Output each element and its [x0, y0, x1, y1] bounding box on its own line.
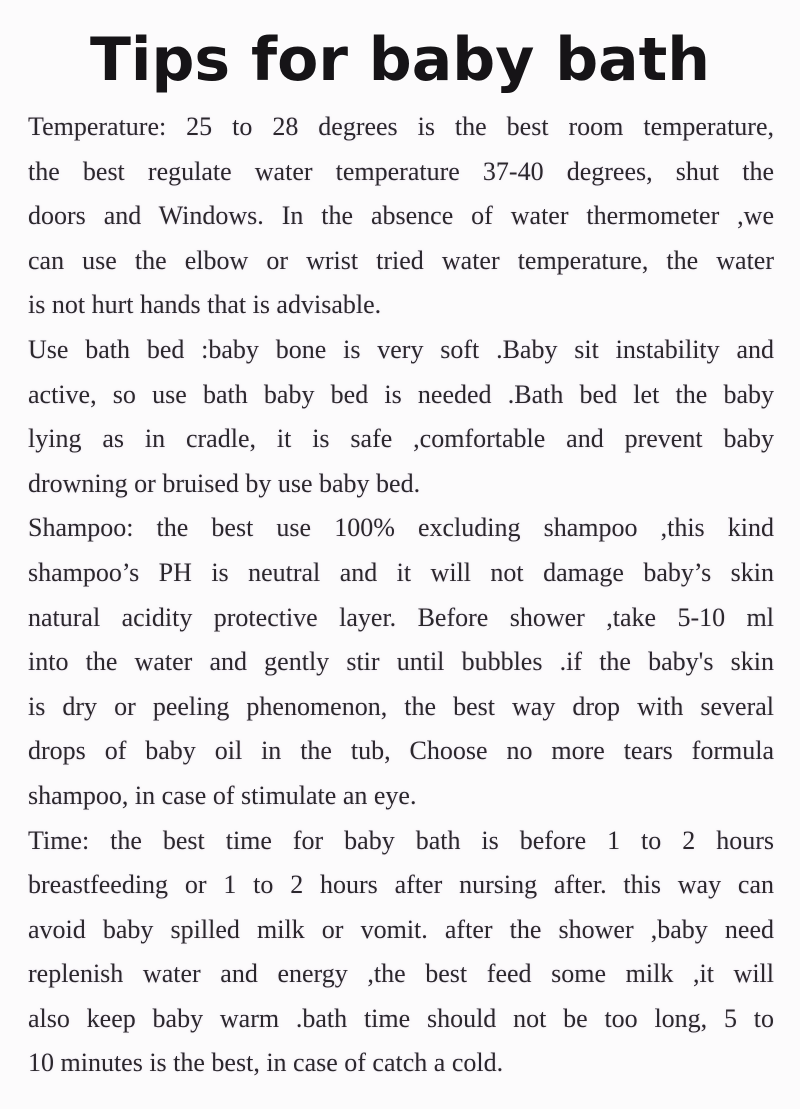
- text-line: also keep baby warm .bath time should not be too long, 5 to: [28, 1003, 774, 1033]
- text-line: breastfeeding or 1 to 2 hours after nursing after. this way can: [28, 870, 774, 900]
- text-line: is not hurt hands that is advisable.: [28, 290, 382, 320]
- text-line: shampoo’s PH is neutral and it will not damage baby’s skin: [28, 557, 774, 587]
- text-line: can use the elbow or wrist tried water temperature, the water: [28, 245, 774, 275]
- text-line: drops of baby oil in the tub, Choose no more tears formula: [28, 736, 774, 766]
- page-title: Tips for baby bath: [89, 25, 711, 95]
- text-line: Temperature: 25 to 28 degrees is the best room temperature,: [28, 112, 774, 141]
- text-line: 10 minutes is the best, in case of catch a cold.: [28, 1048, 504, 1078]
- paragraph-temperature: [28, 105, 774, 328]
- text-line: is dry or peeling phenomenon, the best way drop with several: [28, 691, 774, 721]
- text-line: active, so use bath baby bed is needed .Bath bed let the baby: [28, 379, 774, 409]
- text-line: natural acidity protective layer. Before shower ,take 5-10 ml: [28, 602, 774, 632]
- text-line: drowning or bruised by use baby bed.: [28, 468, 421, 498]
- text-line: avoid baby spilled milk or vomit. after the shower ,baby need: [28, 914, 774, 944]
- paragraph-bath-bed: [28, 328, 774, 506]
- text-line: shampoo, in case of stimulate an eye.: [28, 780, 417, 810]
- paragraph-time: [28, 819, 774, 1087]
- text-line: doors and Windows. In the absence of water thermometer ,we: [28, 201, 774, 231]
- text-line: Shampoo: the best use 100% excluding shampoo ,this kind: [28, 513, 774, 543]
- text-line: into the water and gently stir until bubbles .if the baby's skin: [28, 647, 774, 677]
- text-line: the best regulate water temperature 37-40 degrees, shut the: [28, 156, 774, 186]
- text-line: Time: the best time for baby bath is before 1 to 2 hours: [28, 825, 774, 855]
- text-line: replenish water and energy ,the best feed some milk ,it will: [28, 959, 774, 989]
- text-line: Use bath bed :baby bone is very soft .Baby sit instability and: [28, 334, 774, 364]
- article-body: [0, 95, 800, 1086]
- text-line: lying as in cradle, it is safe ,comfortable and prevent baby: [28, 424, 774, 454]
- paragraph-shampoo: [28, 506, 774, 818]
